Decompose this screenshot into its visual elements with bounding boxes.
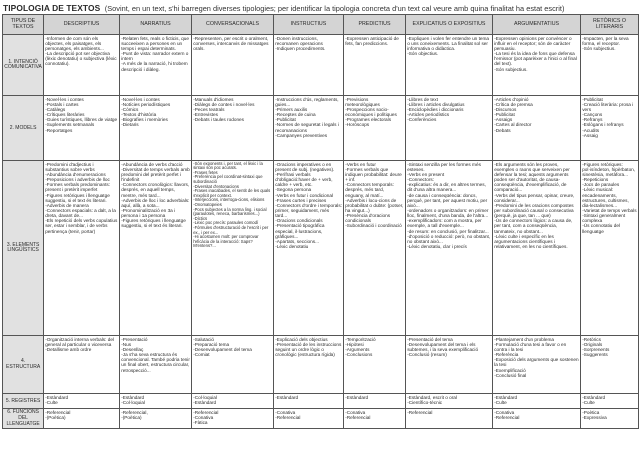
table-cell: -Verbs en futur -Formes verbals que indiquen probabilitat: deure + inf. -Connectors temporals: després, més tard, enguany, al matí... -Adverbis i locu-cions de probabilitat o dubte: (potser, ha vingut...) -Presència d'oracions condicionals -Subordinació i coordinació bbox=[344, 161, 406, 336]
header-cell-instructius: INSTRUCTIUS bbox=[274, 15, 344, 35]
table-cell: -Impacten, per la seva forma, el receptor. -Són subjectius. bbox=[581, 35, 639, 96]
table-cell: -Sintaxi senzilla per les formes més esteses. -Verbs en present -Connectors: -explicatius: és a dir, en altres termes, dit d'una altra manera... -de causa i conseqüència: doncs, perquè, per tant, per aquest motiu, per això... -ordenadors o organitzadors: en primer lloc, finalment, d'una banda, de l'altra... -exemplificadors: com a mostra, per exemple, a tall d'exemple... -de resum: en conclusió, per finalitzar... -d'oposició o reducció: però, no obstant, no obstant això... -Lèxic denotatiu, clar i precís bbox=[406, 161, 493, 336]
header-cell-conversacionals: CONVERSACIONALS bbox=[192, 15, 274, 35]
table-cell: -Expliquen i volen fer entendre un tema o uns coneixements. La finalitat sol ser informativa o didàctica. -Són objectius. bbox=[406, 35, 493, 96]
table-cell: -Estàndard bbox=[344, 394, 406, 409]
header-cell-explicatius: EXPLICATIUS O EXPOSITIUS bbox=[406, 15, 493, 35]
table-cell: -Articles d'opinió -Crítica de premsa -Discursos -Publicitat -Assaigs -Cartes al director -Debats bbox=[493, 96, 581, 161]
table-cell: -Referencial bbox=[406, 409, 493, 429]
table-cell: -Presentació -Nus -Desenllaç -Ja s'ha seva estructura és convencional. També podria tenir un final obert, estructura circular, retrospecció... bbox=[120, 336, 192, 394]
title-subtitle: (Sovint, en un text, s'hi barregen diverses tipologies; per identificar la tipologia concreta d'un text cal veure amb quina finalitat ha estat escrit) bbox=[104, 4, 565, 13]
table-cell: -Manuals d'idiomes -Diàlegs de contes i novel·les -Peces teatrals -Entrevistes -Debats i taules rodones bbox=[192, 96, 274, 161]
table-cell: -Plantejament d'un problema -Formulació d'una tesi a favor o en contra i la tesi -Referència -Exposició dels arguments que sostenen la tesi -Exemplificació -Conclusió final bbox=[493, 336, 581, 394]
table-cell: -Presentació del tema -Desenvolupament del tema i els subtemes, i la seva exemplificació -Conclusió (resum) bbox=[406, 336, 493, 394]
table-cell: -Estàndard -Col·loquial bbox=[120, 394, 192, 409]
table-cell: -Poètica -Expressiva bbox=[581, 409, 639, 429]
table-cell: -Retòrics -Originals -Sorprenents -Suggerents bbox=[581, 336, 639, 394]
table-cell: -Són exponents i, per tant, el lèxic i la sintaxi són poc acurats. -Frases fetes -Preferència pel coordinat-sintaxi que subordinació -Diversitat d'entonacions -Frases inacabades, el sentit de les quals s'explicit per context. -Interjeccions, interroga-cions, elisions -Onomatopeies -Pocs subjectes a la norma ling. i social (paraulotes, reneca, barbarismes...) -Díctics -Lèxic poc precís: paraules comodí -Fórmules d'estructuració de l'escrit i per ex., i per ex... -Hi acostumen molt: per comprovar l'eficàcia de la interacció: Saps? M'entens?... bbox=[192, 161, 274, 336]
table-cell: -Estàndard, escrit o oral -Científico-tècnic bbox=[406, 394, 493, 409]
table-cell: -Els arguments són les proves, exemples o raons que serveixen per defensar la tesi; aquests arguments poden ser d'autoritat, de causa-conseqüència, d'exemplificació, de comparació... -Verbs del tipus pensar, opinar, creure, considerar... -Predomini de les oracions compostes per subordinació causal o consecutiva (perquè, ja que, tan ... que) -Ús de connectors lògics: a causa de, per tant, com a conseqüència, tanmateix, no obstant... -Lèxic culte i específic en les argumentacions científiques i relativament, en les no científiques. bbox=[493, 161, 581, 336]
table-cell: -Referencial -Conativa -Fàtica bbox=[192, 409, 274, 429]
header-cell-descriptius: DESCRIPTIUS bbox=[44, 15, 120, 35]
page-title bbox=[3, 1, 639, 13]
table-cell: -Oracions imperatives o en present de subj. (negatives). -Perífrasi verbals d'obligació:haver de + verb, caldre + verb, etc. -Segona persona -Verbs en futur i condicional -Frases curtes i precises -Connectors d'ordre i temporals: primer, seguidament, més tard... -Oracions condicionals -Presentació tipogràfica especial, il·lustracions, gràfiques... -Apartats, seccions... -Lèxic denotatiu bbox=[274, 161, 344, 336]
table-cell: -Salutació -Preparació tema -Desenvolupament del tema -Comiat bbox=[192, 336, 274, 394]
table-cell: -Expressen anticipació de fets, fan prediccions. bbox=[344, 35, 406, 96]
header-cell-retorics: RETÒRICS O LITERARIS bbox=[581, 15, 639, 35]
table-cell: -Instruccions d'ús, reglaments, guies... -Primers auxilis -Receptes de cuina -Publicitat -Normes de seguretat i legals i recomanacions -Campanyes preventives bbox=[274, 96, 344, 161]
table-cell: -Relaten fets, reals o ficticis, que succeeixen a persones en un temps i espai determinats. -Punt de vista: narrador extern o intern -A més de la narració, hi trobem descripció i diàleg. bbox=[120, 35, 192, 96]
table-cell: -Conativa -Referencial bbox=[493, 409, 581, 429]
table-cell: -Temporització -Hipòtesi -Arguments -Conclusions bbox=[344, 336, 406, 394]
row-label: 3. ELEMENTS LINGÜÍSTICS bbox=[3, 161, 44, 336]
table-row-funcions bbox=[3, 409, 639, 429]
table-cell: -Informen de com són els objectes, els paisatges, els personatges, els ambients... -La descripció pot ser objectiva (lèxic denotatiu) o subjectiva (lèxic connotatiu). bbox=[44, 35, 120, 96]
table-row-estructura bbox=[3, 336, 639, 394]
table-cell: -Estàndard -Culte bbox=[44, 394, 120, 409]
table-cell: -Novel·les i contes -Notícies periodístiques -Còmics -Textos d'història -Biografies i memòries -Dietaris bbox=[120, 96, 192, 161]
table-row-elements bbox=[3, 161, 639, 336]
table-cell: -Llibres de text -Llibres i articles divulgatius -Enciclopèdies i diccionaris -Articles periodístics -Conferències bbox=[406, 96, 493, 161]
table-cell: -Abundància de verbs d'acció -Diversitat de temps verbals amb predomini del pretèrit perfet i l'indefinit -Connectors cronològics: llavors, després, en aquell temps, mentre, més tard... -Adverbis de lloc i loc adverbials: aquí, allà, a sota... -Pronominalització en 3a i persona i 1a persona -Figures retòriques i llenguatge suggestiu, si el text és literari. bbox=[120, 161, 192, 336]
header-cell-types: TIPUS DE TEXTOS bbox=[3, 15, 44, 35]
table-cell: -Donen instruccions, recomanen operacions -Indiquen procediments. bbox=[274, 35, 344, 96]
table-cell: -Representen, per escrit o oralment, converses, intercanvis de missatges orals. bbox=[192, 35, 274, 96]
table-cell: -Estàndard bbox=[274, 394, 344, 409]
table-cell: -Explicació dels objectius -Presentació de les instruccions seguint un ordre lògic o cronològic (estructura rígida) bbox=[274, 336, 344, 394]
table-cell: -Referencial -(Poètica) bbox=[44, 409, 120, 429]
table-cell: -Estàndard -Culte bbox=[493, 394, 581, 409]
table-row-registres bbox=[3, 394, 639, 409]
header-cell-predictius: PREDICTIUS bbox=[344, 15, 406, 35]
table-cell: -Estàndard -Culte bbox=[581, 394, 639, 409]
title-main: TIPOLOGIA DE TEXTOS bbox=[3, 3, 101, 13]
table-cell: -Figures retòriques: pol·isíndeton, hipèrbaton, sinestèsia, metàfora... -Repeticions -Jocs de paraules -Lèxic musical: encadenaments, estructures, cultismes, dia-lectalismes... -Varietat de temps verbals -Sintaxi generalment complexa -Ús connotatiu del llenguatge bbox=[581, 161, 639, 336]
table-cell: -Publicitat -Creació literària: prosa i vers -Cançons -Refranys -Eslògans i refranys -Acudits -Assaig bbox=[581, 96, 639, 161]
row-label: 5. REGISTRES bbox=[3, 394, 44, 409]
table-row-intencio bbox=[3, 35, 639, 96]
row-label: 1. INTENCIÓ COMUNICATIVA bbox=[3, 35, 44, 96]
table-cell: -Novel·les i contes -Postals i cartes -Catàlegs -Crítiques literàries -Guies turístiques, llibres de viatge -Suplements setmanals -Reportatges bbox=[44, 96, 120, 161]
table-cell: -Col·loquial -Estàndard bbox=[192, 394, 274, 409]
table-cell: -Organització interna verbals: del general al particular o viceversa -Detallisme amb ordre bbox=[44, 336, 120, 394]
row-label: 4. ESTRUCTURA bbox=[3, 336, 44, 394]
table-cell: -Predomini d'adjectius i substantius sobre verbs -Abundància d'enumeracions -Preposicions i adverbis de lloc -Formes verbals predominants: present i pretèrit imperfet -Figures retòriques i llenguatge suggestiu, si el text és literari. -Adverbis de manera -Connectors espacials: a dalt, a la dreta, davant de... -Els repetició dels verbs copulatius ser, estar i semblar, i de verbs pertinença (tenir, portar) bbox=[44, 161, 120, 336]
header-cell-narratius: NARRATIUS bbox=[120, 15, 192, 35]
table-cell: -Referencial, -(Poètica) bbox=[120, 409, 192, 429]
header-cell-argumentatius: ARGUMENTATIUS bbox=[493, 15, 581, 35]
row-label: 2. MODELS bbox=[3, 96, 44, 161]
table-row-models bbox=[3, 96, 639, 161]
table-cell: -Conativa -Referencial bbox=[344, 409, 406, 429]
header-row bbox=[3, 15, 639, 35]
typology-table bbox=[2, 14, 639, 429]
table-cell: -Previsions meteorològiques -Prospeccions socio-econòmiques i polítiques -Programes electorals -Horòscops bbox=[344, 96, 406, 161]
table-cell: -Conativa -Referencial bbox=[274, 409, 344, 429]
row-label: 6. FUNCIONS DEL LLENGUATGE bbox=[3, 409, 44, 429]
table-cell: -Expressen opinions per convèncer o influir en el receptor; són de caràcter persuasiu. -La tesi és la idea de fons que defensa l'emissor (pot aparèixer a l'inici o al final del text). -Són subjectius. bbox=[493, 35, 581, 96]
